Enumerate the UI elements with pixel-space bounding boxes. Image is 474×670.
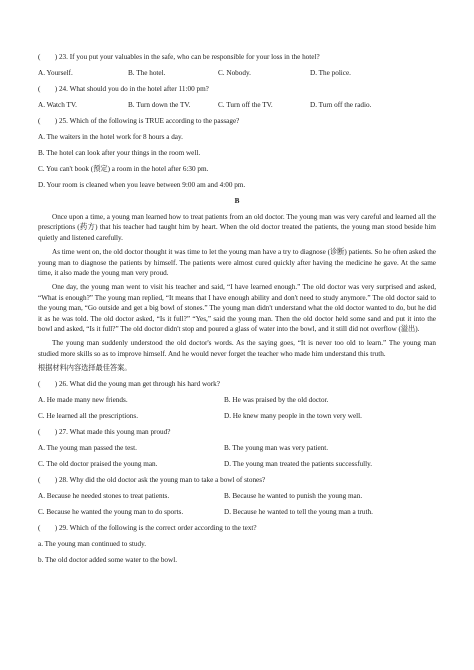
question-25: ( ) 25. Which of the following is TRUE according to the passage? [38,117,240,125]
question-28-options [38,491,436,501]
option-b: B. The hotel can look after your things in the room well. [38,149,201,157]
question-28: ( ) 28. Why did the old doctor ask the young man to take a bowl of stones? [38,476,266,485]
option-a: A. He made many new friends. [38,396,128,405]
order-item-b: b. The old doctor added some water to the bowl. [38,556,177,565]
option-d: D. Turn off the radio. [310,101,372,109]
question-27: ( ) 27. What made this young man proud? [38,428,171,437]
option-c: C. Turn off the TV. [218,101,273,109]
option-c: C. He learned all the prescriptions. [38,412,138,421]
option-c: C. Nobody. [218,69,251,77]
option-c: C. Because he wanted the young man to do sports. [38,508,184,517]
question-27-options-cd [38,459,436,469]
option-d: D. The young man treated the patients successfully. [224,460,373,469]
option-c: C. The old doctor praised the young man. [38,460,158,469]
passage-paragraph-3: One day, the young man went to visit his teacher and said, “I have learned enough.” The old doctor was very surprised and asked, “What is enough?” The young man replied, “It means that I have enough ability and don't need to study anymore.” The old doctor said to the young man, “Go outside and get a big bowl of stones.” The young man didn't understand what the old doctor wanted to do, but he did it as he was told. The old doctor asked, “Is it full?” “Yes,” said the young man. Then the old doctor held some sand and put it into the bowl and asked, “Is it full?” The old doctor didn't stop and poured a glass of water into the bowl, and it still did not overflow (溢出). [38,283,436,334]
instruction: 根据材料内容选择最佳答案。 [38,364,132,373]
option-b: B. He was praised by the old doctor. [224,396,329,405]
option-b: B. Turn down the TV. [128,101,191,109]
option-a: A. Because he needed stones to treat patients. [38,492,170,501]
question-28-options-cd [38,507,436,517]
passage-paragraph-4: The young man suddenly understood the old doctor's words. As the saying goes, “It is never too old to learn.” The young man studied more skills so as to improve himself. And he would never forget the teacher who made him understand this truth. [38,339,436,358]
question-26-options-cd [38,411,436,421]
question-26: ( ) 26. What did the young man get through his hard work? [38,380,220,389]
passage-paragraph-1: Once upon a time, a young man learned how to treat patients from an old doctor. The young man was very careful and learned all the prescriptions (药方) that his teacher had taught him by heart. When the old doctor treated the patients, the young man stood beside him quietly and listened carefully. [38,213,436,242]
option-c: C. You can't book (预定) a room in the hotel after 6:30 pm. [38,165,209,173]
option-b: B. The young man was very patient. [224,444,329,453]
option-b: B. The hotel. [128,69,166,77]
option-a: A. The waiters in the hotel work for 8 hours a day. [38,133,183,141]
passage-paragraph-2: As time went on, the old doctor thought it was time to let the young man have a try to diagnose (诊断) patients. So he often asked the young man to diagnose the patients by himself. The patients were almost cured quickly after having the medicine he gave. At the same time, it also made the young man very proud. [38,248,436,278]
section-heading: B [234,197,240,205]
option-d: D. Because he wanted to tell the young man a truth. [224,508,373,517]
question-27-options [38,443,436,453]
option-a: A. Yourself. [38,69,73,77]
option-b: B. Because he wanted to punish the young man. [224,492,363,501]
order-item-a: a. The young man continued to study. [38,540,146,549]
option-d: D. He knew many people in the town very well. [224,412,362,421]
option-a: A. Watch TV. [38,101,77,109]
question-29: ( ) 29. Which of the following is the correct order according to the text? [38,524,257,533]
option-a: A. The young man passed the test. [38,444,137,453]
option-d: D. The police. [310,69,351,77]
question-24-options [38,100,436,110]
question-24: ( ) 24. What should you do in the hotel after 11:00 pm? [38,85,209,93]
question-23: ( ) 23. If you put your valuables in the safe, who can be responsible for your loss in the hotel? [38,53,320,61]
question-26-options [38,395,436,405]
option-d: D. Your room is cleaned when you leave between 9:00 am and 4:00 pm. [38,181,246,189]
question-23-options [38,68,436,78]
